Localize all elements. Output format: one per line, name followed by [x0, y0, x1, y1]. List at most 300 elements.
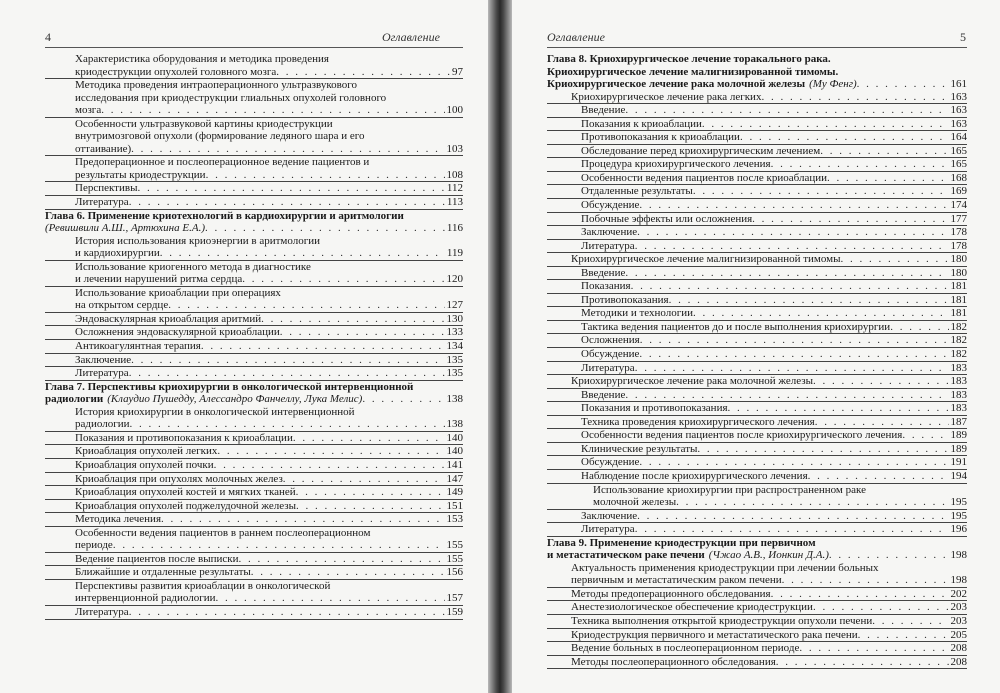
toc-entry	[45, 326, 463, 340]
leader-dots	[728, 402, 949, 415]
toc-line	[45, 222, 463, 235]
toc-page-number: 155	[446, 539, 463, 552]
toc-line	[547, 510, 967, 524]
toc-line	[75, 566, 463, 579]
toc-entry	[45, 500, 463, 514]
toc-line	[547, 362, 967, 376]
toc-line	[547, 240, 967, 254]
leader-dots	[261, 313, 444, 326]
toc-line	[75, 418, 463, 431]
toc-entry	[45, 527, 463, 553]
toc-page-number: 135	[446, 367, 463, 380]
toc-entry-text: Криохирургическое лечение рака молочной железы	[571, 375, 813, 388]
toc-page-number: 97	[452, 65, 463, 78]
toc-entry-text: Особенности ведения пациентов в раннем послеоперационном	[75, 526, 371, 539]
leader-dots	[129, 606, 445, 619]
toc-entry-text: оттаивание)	[75, 142, 132, 155]
header-rule	[45, 47, 463, 48]
toc-page-number: 182	[950, 348, 967, 361]
toc-line	[75, 235, 463, 248]
toc-page-number: 195	[950, 509, 967, 522]
toc-page-number: 194	[950, 469, 967, 482]
toc-line	[547, 145, 967, 159]
leader-dots	[697, 443, 948, 456]
toc-entry	[45, 79, 463, 118]
toc-entry-text: мозга	[75, 104, 102, 117]
toc-line	[547, 118, 967, 132]
toc-entry-text: Показания и противопоказания	[581, 402, 728, 415]
leader-dots	[829, 549, 949, 562]
toc-entry-text: Заключение	[581, 509, 638, 522]
left-page	[0, 0, 488, 693]
leader-dots	[782, 574, 949, 587]
leader-dots	[293, 432, 445, 445]
toc-line	[75, 432, 463, 445]
toc-line	[547, 172, 967, 186]
running-header: Оглавление	[382, 30, 440, 44]
toc-line	[75, 553, 463, 566]
chapter-title: Глава 6. Применение криотехнологий в кардиохирургии и аритмологии	[45, 209, 404, 222]
leader-dots	[137, 182, 444, 195]
toc-entry-text: Анестезиологическое обеспечение криодеструкции	[571, 601, 813, 614]
toc-page-number: 182	[950, 334, 967, 347]
leader-dots	[813, 601, 949, 614]
toc-page-number: 168	[950, 171, 967, 184]
toc-section	[547, 91, 967, 105]
leader-dots	[752, 213, 948, 226]
toc-page-number: 116	[446, 222, 463, 235]
leader-dots	[702, 118, 949, 131]
toc-entry-text: Осложнения	[581, 334, 640, 347]
toc-line	[571, 574, 967, 587]
leader-dots	[635, 240, 949, 253]
leader-dots	[129, 367, 445, 380]
toc-line	[75, 326, 463, 339]
page-number: 4	[45, 30, 51, 44]
toc-line	[571, 642, 967, 655]
toc-entry	[45, 53, 463, 79]
toc-entry	[547, 601, 967, 615]
toc-page-number: 108	[446, 168, 463, 181]
toc-page-number: 189	[950, 442, 967, 455]
toc-entry	[45, 459, 463, 473]
toc-entry-text: Показания	[581, 280, 631, 293]
toc-entry	[45, 432, 463, 446]
leader-dots	[669, 294, 949, 307]
toc-page-number: 112	[446, 182, 463, 195]
chapter-title: Глава 8. Криохирургическое лечение торакального рака.	[547, 53, 831, 65]
toc-entry-text: Литература	[581, 239, 635, 252]
toc-line	[75, 406, 463, 419]
toc-line	[45, 393, 463, 406]
toc-entry-text: Криоаблация опухолей почки	[75, 458, 214, 471]
toc-line	[75, 104, 463, 117]
toc-line	[547, 307, 967, 321]
toc-entry-text: Особенности ведения пациентов после криоаблации	[581, 171, 828, 184]
toc-entry-text: на открытом сердце	[75, 299, 169, 312]
toc-line	[547, 549, 967, 562]
toc-line	[547, 402, 967, 416]
toc-left	[45, 53, 463, 620]
toc-line	[75, 53, 463, 66]
toc-entry	[45, 553, 463, 567]
chapter-title: и метастатическом раке печени	[547, 549, 705, 562]
toc-page-number: 181	[950, 307, 967, 320]
toc-line	[547, 213, 967, 227]
toc-page-number: 191	[950, 456, 967, 469]
chapter-authors: (Клаудио Пушедду, Алессандро Фанчеллу, Лука Мелис)	[107, 393, 363, 406]
toc-entry-text: Использование криоаблации при операциях	[75, 286, 281, 299]
toc-entry	[547, 588, 967, 602]
toc-entry	[45, 445, 463, 459]
chapter-title: Глава 9. Применение криодеструкции при первичном	[547, 536, 816, 549]
toc-page-number: 177	[950, 212, 967, 225]
leader-dots	[625, 267, 948, 280]
chapter-authors: (Ревишвили А.Ш., Артюхина Е.А.)	[45, 222, 205, 235]
leader-dots	[280, 326, 445, 339]
leader-dots	[820, 145, 948, 158]
toc-entry	[45, 566, 463, 580]
toc-line	[547, 456, 967, 470]
toc-entry-text: История криохирургии в онкологической интервенционной	[75, 405, 355, 418]
toc-entry-text: Литература	[581, 523, 635, 536]
toc-entry-text: Процедура криохирургического лечения	[581, 158, 771, 171]
toc-entry-text: Антикоагулянтная терапия	[75, 340, 201, 353]
toc-page-number: 130	[446, 312, 463, 325]
toc-entry-text: первичным и метастатическим раком печени	[571, 574, 782, 587]
toc-entry-text: Криоаблация опухолей легких	[75, 445, 218, 458]
toc-line	[547, 348, 967, 362]
leader-dots	[131, 143, 444, 156]
toc-page-number: 103	[446, 142, 463, 155]
toc-entry	[547, 562, 967, 588]
chapter-heading	[45, 381, 463, 406]
toc-entry	[45, 261, 463, 287]
toc-entry-text: Тактика ведения пациентов до и после выполнения криохирургии	[581, 320, 891, 333]
toc-page-number: 159	[446, 605, 463, 618]
toc-line	[75, 513, 463, 526]
toc-page-number: 205	[950, 628, 967, 641]
toc-page-number: 180	[950, 266, 967, 279]
toc-line	[547, 470, 967, 484]
toc-entry-text: Техника выполнения открытой криодеструкции опухоли печени	[571, 614, 873, 627]
toc-line	[547, 416, 967, 430]
leader-dots	[761, 91, 948, 104]
toc-line	[75, 130, 463, 143]
toc-page-number: 147	[446, 472, 463, 485]
toc-line	[571, 615, 967, 628]
toc-page-number: 133	[446, 326, 463, 339]
leader-dots	[639, 456, 948, 469]
toc-line	[75, 459, 463, 472]
leader-dots	[902, 429, 948, 442]
leader-dots	[129, 196, 445, 209]
toc-line	[75, 143, 463, 156]
toc-page-number: 149	[446, 486, 463, 499]
toc-entry	[547, 615, 967, 629]
running-header: Оглавление	[547, 30, 605, 44]
toc-entry	[45, 235, 463, 261]
toc-line	[547, 321, 967, 335]
toc-page-number: 203	[950, 614, 967, 627]
toc-page-number: 135	[446, 353, 463, 366]
toc-page-number: 198	[950, 574, 967, 587]
leader-dots	[101, 104, 444, 117]
leader-dots	[283, 473, 445, 486]
toc-entry-text: Обсуждение	[581, 348, 640, 361]
leader-dots	[872, 615, 948, 628]
toc-entry-text: Перспективы развития криоаблации в онкологической	[75, 579, 331, 592]
toc-page-number: 127	[446, 299, 463, 312]
toc-page-number: 196	[950, 523, 967, 536]
chapter-title: Криохирургическое лечение рака молочной железы	[547, 78, 806, 91]
toc-page-number: 140	[446, 445, 463, 458]
toc-line	[75, 299, 463, 312]
leader-dots	[296, 500, 445, 513]
leader-dots	[251, 566, 445, 579]
toc-entry-text: Введение	[581, 388, 626, 401]
leader-dots	[776, 656, 949, 669]
toc-entry	[547, 629, 967, 643]
toc-page-number: 183	[950, 402, 967, 415]
toc-section	[547, 375, 967, 389]
toc-entry-text: Криоаблация опухолей костей и мягких тканей	[75, 486, 296, 499]
toc-section	[547, 253, 967, 267]
leader-dots	[113, 539, 445, 552]
toc-line	[547, 389, 967, 403]
toc-page-number: 155	[446, 552, 463, 565]
toc-entry-text: Предоперационное и послеоперационное ведение пациентов и	[75, 156, 370, 169]
toc-line	[75, 261, 463, 274]
toc-entry	[45, 486, 463, 500]
toc-line	[75, 118, 463, 131]
toc-page-number: 169	[950, 185, 967, 198]
page-number: 5	[960, 30, 966, 44]
toc-entry-text: Методы предоперационного обследования	[571, 587, 771, 600]
toc-page-number: 178	[950, 239, 967, 252]
toc-entry-text: Перспективы	[75, 182, 138, 195]
toc-entry-text: Криоаблация при опухолях молочных желез	[75, 472, 283, 485]
toc-entry-text: криодеструкции опухолей головного мозга	[75, 65, 277, 78]
toc-right	[547, 53, 967, 669]
toc-entry-text: Противопоказания	[581, 293, 669, 306]
leader-dots	[771, 588, 949, 601]
toc-line	[547, 267, 967, 281]
chapter-heading	[45, 210, 463, 235]
toc-entry-text: Эндоваскулярная криоаблация аритмий	[75, 312, 262, 325]
toc-entry-text: История использования криоэнергии в аритмологии	[75, 234, 320, 247]
toc-page-number: 181	[950, 280, 967, 293]
leader-dots	[296, 486, 445, 499]
leader-dots	[205, 222, 445, 235]
toc-line	[581, 496, 967, 509]
toc-line	[547, 334, 967, 348]
toc-entry-text: периоде	[75, 539, 113, 552]
toc-entry-text: Осложнения эндоваскулярной криоаблации	[75, 326, 280, 339]
leader-dots	[168, 299, 444, 312]
leader-dots	[771, 158, 949, 171]
toc-page-number: 198	[950, 549, 967, 562]
toc-entry	[45, 118, 463, 157]
leader-dots	[625, 104, 948, 117]
leader-dots	[639, 348, 948, 361]
book-gutter	[488, 0, 512, 693]
leader-dots	[841, 253, 949, 266]
toc-line	[571, 629, 967, 642]
leader-dots	[217, 445, 444, 458]
toc-page-number: 163	[950, 117, 967, 130]
leader-dots	[130, 418, 445, 431]
toc-entry-text: Характеристика оборудования и методика проведения	[75, 53, 329, 65]
toc-entry-text: внутримозговой опухоли (формирование ледяного шара и его	[75, 130, 365, 143]
toc-line	[547, 158, 967, 172]
toc-entry	[45, 354, 463, 368]
leader-dots	[740, 131, 949, 144]
toc-page-number: 189	[950, 429, 967, 442]
leader-dots	[239, 553, 445, 566]
toc-entry-text: молочной железы	[593, 496, 677, 509]
leader-dots	[676, 496, 948, 509]
toc-line	[547, 429, 967, 443]
leader-dots	[813, 375, 949, 388]
toc-line	[75, 354, 463, 367]
toc-entry	[45, 580, 463, 606]
toc-entry-text: Криоаблация опухолей поджелудочной железы	[75, 499, 296, 512]
toc-line	[547, 280, 967, 294]
toc-page-number: 134	[446, 340, 463, 353]
toc-entry-text: и кардиохирургии	[75, 247, 160, 260]
toc-entry	[547, 642, 967, 656]
toc-line	[75, 313, 463, 326]
toc-page-number: 157	[446, 592, 463, 605]
toc-page-number: 180	[950, 253, 967, 266]
toc-page-number: 187	[950, 415, 967, 428]
toc-entry-text: Литература	[581, 361, 635, 374]
toc-page-number: 178	[950, 226, 967, 239]
toc-entry-text: Литература	[75, 605, 129, 618]
toc-entry	[45, 340, 463, 354]
toc-line	[75, 592, 463, 605]
toc-entry-text: Криохирургическое лечение малигнизированной тимомы	[571, 253, 841, 266]
toc-entry	[45, 156, 463, 182]
toc-entry	[45, 367, 463, 381]
toc-line	[75, 92, 463, 105]
toc-line	[547, 523, 967, 537]
toc-line	[547, 78, 967, 91]
toc-line	[547, 226, 967, 240]
leader-dots	[640, 334, 949, 347]
leader-dots	[858, 629, 949, 642]
toc-entry-text: интервенционной радиологии	[75, 592, 216, 605]
toc-line	[547, 443, 967, 457]
toc-line	[75, 367, 463, 380]
toc-line	[75, 606, 463, 619]
toc-entry-text: Введение	[581, 104, 626, 117]
leader-dots	[637, 510, 948, 523]
toc-entry-text: Особенности ведения пациентов после криохирургического лечения	[581, 429, 903, 442]
toc-entry	[45, 313, 463, 327]
toc-page-number: 161	[950, 78, 967, 91]
toc-page-number: 181	[950, 293, 967, 306]
toc-entry-text: Введение	[581, 266, 626, 279]
toc-entry-text: Заключение	[581, 226, 638, 239]
toc-line	[547, 199, 967, 213]
toc-entry-text: Клинические результаты	[581, 442, 698, 455]
toc-entry	[45, 473, 463, 487]
leader-dots	[276, 66, 450, 79]
toc-line	[547, 294, 967, 308]
toc-entry-text: Актуальность применения криодеструкции при лечении больных	[571, 561, 879, 574]
toc-page-number: 141	[446, 458, 463, 471]
toc-page-number: 183	[950, 361, 967, 374]
toc-line	[75, 486, 463, 499]
toc-page-number: 120	[446, 273, 463, 286]
toc-page-number: 165	[950, 144, 967, 157]
chapter-authors: (Чжао А.В., Ионкин Д.А.)	[708, 549, 829, 562]
toc-entry-text: Криодеструкция первичного и метастатического рака печени	[571, 628, 858, 641]
leader-dots	[631, 280, 949, 293]
leader-dots	[206, 169, 445, 182]
toc-line	[75, 196, 463, 209]
toc-line	[571, 562, 967, 575]
toc-page-number: 182	[950, 320, 967, 333]
toc-line	[75, 247, 463, 260]
toc-entry-text: Показания к криоаблации	[581, 117, 702, 130]
toc-page-number: 208	[950, 642, 967, 655]
toc-entry-text: Методика проведения интраоперационного ультразвукового	[75, 79, 357, 92]
chapter-heading	[547, 537, 967, 562]
toc-entry	[45, 287, 463, 313]
toc-entry-text: исследования при криодеструкции глиальных опухолей головного	[75, 91, 387, 104]
toc-entry	[547, 656, 967, 670]
toc-line	[571, 601, 967, 614]
toc-entry-text: и лечении нарушений ритма сердца	[75, 273, 243, 286]
toc-page-number: 202	[950, 587, 967, 600]
leader-dots	[242, 273, 444, 286]
toc-page-number: 165	[950, 158, 967, 171]
toc-line	[547, 185, 967, 199]
toc-entry-text: Криохирургическое лечение рака легких	[571, 90, 762, 103]
toc-line	[547, 104, 967, 118]
toc-page-number: 183	[950, 388, 967, 401]
toc-line	[75, 473, 463, 486]
leader-dots	[161, 513, 444, 526]
chapter-title: Криохирургическое лечение малигнизированной тимомы.	[547, 65, 839, 78]
toc-page-number: 195	[950, 496, 967, 509]
leader-dots	[635, 362, 949, 375]
toc-page-number: 151	[446, 499, 463, 512]
toc-entry-text: радиологии	[75, 418, 130, 431]
toc-entry-text: Ведение пациентов после выписки	[75, 552, 239, 565]
toc-page-number: 138	[446, 418, 463, 431]
chapter-heading	[547, 53, 967, 91]
right-page	[512, 0, 1000, 693]
toc-line	[75, 340, 463, 353]
toc-entry-text: Побочные эффекты или осложнения	[581, 212, 753, 225]
leader-dots	[635, 523, 949, 536]
header-rule	[547, 47, 967, 48]
toc-entry-text: Литература	[75, 196, 129, 209]
toc-entry-text: результаты криодеструкции	[75, 168, 206, 181]
leader-dots	[214, 459, 445, 472]
toc-line	[75, 66, 463, 79]
toc-line	[75, 500, 463, 513]
toc-page-number: 174	[950, 199, 967, 212]
toc-entry-text: Обсуждение	[581, 456, 640, 469]
toc-entry-text: Противопоказания к криоаблации	[581, 131, 740, 144]
toc-page-number: 164	[950, 131, 967, 144]
chapter-authors: (Му Фенг)	[809, 78, 857, 91]
